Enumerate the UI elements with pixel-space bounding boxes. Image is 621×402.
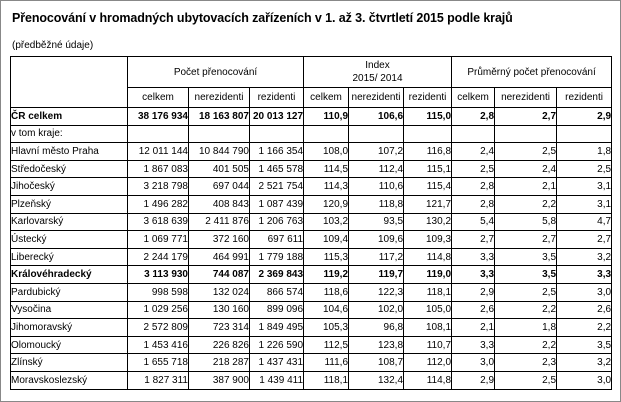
cell-value: 93,5 (349, 213, 404, 231)
cell-value: 1 069 771 (128, 231, 189, 249)
cell-value: 723 314 (189, 319, 250, 337)
cell-value: 112,0 (404, 354, 452, 372)
cell-value: 114,8 (404, 371, 452, 389)
cell-value: 1,8 (557, 143, 612, 161)
cell-value: 109,6 (349, 231, 404, 249)
cell-value: 132,4 (349, 371, 404, 389)
row-label: Pardubický (11, 283, 128, 301)
cell-value: 3,1 (557, 178, 612, 196)
cell-value: 464 991 (189, 248, 250, 266)
cell-value: 2 244 179 (128, 248, 189, 266)
row-label: Karlovarský (11, 213, 128, 231)
column-group-average-nights: Průměrný počet přenocování (452, 57, 612, 88)
cell-value: 112,4 (349, 160, 404, 178)
cell-value: 96,8 (349, 319, 404, 337)
table-row (11, 301, 612, 319)
row-label: Hlavní město Praha (11, 143, 128, 161)
cell-value (250, 125, 304, 143)
cell-value: 119,0 (404, 266, 452, 284)
cell-value: 110,6 (349, 178, 404, 196)
cell-value (404, 125, 452, 143)
cell-value: 118,1 (304, 371, 349, 389)
cell-value: 899 096 (250, 301, 304, 319)
column-header-total-3: celkem (452, 88, 495, 108)
cell-value: 12 011 144 (128, 143, 189, 161)
row-label: Liberecký (11, 248, 128, 266)
cell-value: 1 087 439 (250, 195, 304, 213)
table-row (11, 143, 612, 161)
cell-value: 2,7 (452, 231, 495, 249)
cell-value: 1 849 495 (250, 319, 304, 337)
row-label: Jihočeský (11, 178, 128, 196)
cell-value: 1 206 763 (250, 213, 304, 231)
cell-value: 697 611 (250, 231, 304, 249)
cell-value: 3,3 (557, 266, 612, 284)
page-subtitle: (předběžné údaje) (12, 40, 94, 51)
cell-value: 2,6 (557, 301, 612, 319)
cell-value: 111,6 (304, 354, 349, 372)
cell-value: 2,1 (495, 178, 557, 196)
cell-value: 118,6 (304, 283, 349, 301)
cell-value: 123,8 (349, 336, 404, 354)
cell-value: 2,7 (495, 108, 557, 126)
cell-value: 2,3 (495, 354, 557, 372)
cell-value: 110,9 (304, 108, 349, 126)
cell-value: 401 505 (189, 160, 250, 178)
cell-value: 2,2 (557, 319, 612, 337)
cell-value: 115,0 (404, 108, 452, 126)
page-title: Přenocování v hromadných ubytovacích zařízeních v 1. až 3. čtvrtletí 2015 podle krajů (12, 11, 513, 25)
cell-value: 2,5 (495, 283, 557, 301)
cell-value: 1 867 083 (128, 160, 189, 178)
column-group-total-nights: Počet přenocování (128, 57, 304, 88)
table-row (11, 371, 612, 389)
accommodation-statistics-table (10, 56, 612, 390)
cell-value: 116,8 (404, 143, 452, 161)
cell-value: 226 826 (189, 336, 250, 354)
cell-value: 121,7 (404, 195, 452, 213)
column-header-nonresidents-3: nerezidenti (495, 88, 557, 108)
table-row (11, 108, 612, 126)
cell-value: 2,4 (495, 160, 557, 178)
cell-value: 2,9 (557, 108, 612, 126)
cell-value: 3,3 (452, 336, 495, 354)
cell-value: 1,8 (495, 319, 557, 337)
cell-value: 2 572 809 (128, 319, 189, 337)
cell-value (349, 125, 404, 143)
cell-value: 18 163 807 (189, 108, 250, 126)
cell-value: 5,8 (495, 213, 557, 231)
cell-value: 744 087 (189, 266, 250, 284)
row-label: v tom kraje: (11, 125, 128, 143)
row-label: Královéhradecký (11, 266, 128, 284)
cell-value: 3,2 (557, 354, 612, 372)
cell-value: 2,8 (452, 108, 495, 126)
cell-value: 1 029 256 (128, 301, 189, 319)
table-row (11, 125, 612, 143)
cell-value: 1 439 411 (250, 371, 304, 389)
cell-value (128, 125, 189, 143)
cell-value: 103,2 (304, 213, 349, 231)
cell-value: 1 496 282 (128, 195, 189, 213)
cell-value (189, 125, 250, 143)
cell-value (495, 125, 557, 143)
cell-value: 105,0 (404, 301, 452, 319)
cell-value: 2,2 (495, 301, 557, 319)
cell-value: 3,5 (495, 248, 557, 266)
cell-value: 117,2 (349, 248, 404, 266)
cell-value: 2,9 (452, 371, 495, 389)
cell-value: 2 521 754 (250, 178, 304, 196)
cell-value: 20 013 127 (250, 108, 304, 126)
cell-value: 3 113 930 (128, 266, 189, 284)
cell-value: 2,2 (495, 195, 557, 213)
row-label: Jihomoravský (11, 319, 128, 337)
cell-value: 114,8 (404, 248, 452, 266)
cell-value: 114,5 (304, 160, 349, 178)
cell-value: 3,0 (452, 354, 495, 372)
table-corner-cell (11, 57, 128, 108)
cell-value: 118,8 (349, 195, 404, 213)
cell-value: 109,3 (404, 231, 452, 249)
cell-value: 2,8 (452, 195, 495, 213)
cell-value: 2,5 (495, 371, 557, 389)
cell-value: 108,0 (304, 143, 349, 161)
cell-value: 2,4 (452, 143, 495, 161)
row-label: Olomoucký (11, 336, 128, 354)
cell-value: 866 574 (250, 283, 304, 301)
cell-value: 118,1 (404, 283, 452, 301)
cell-value: 1 779 188 (250, 248, 304, 266)
column-group-index (304, 57, 452, 88)
row-label: Středočeský (11, 160, 128, 178)
row-label: Vysočina (11, 301, 128, 319)
row-label: Ústecký (11, 231, 128, 249)
cell-value: 112,5 (304, 336, 349, 354)
cell-value: 104,6 (304, 301, 349, 319)
table-row (11, 336, 612, 354)
cell-value: 3,5 (495, 266, 557, 284)
table-row (11, 283, 612, 301)
cell-value: 3,2 (557, 248, 612, 266)
table-row (11, 160, 612, 178)
table-row (11, 231, 612, 249)
cell-value: 115,4 (404, 178, 452, 196)
column-header-total-1: celkem (128, 88, 189, 108)
cell-value: 1 453 416 (128, 336, 189, 354)
column-header-total-2: celkem (304, 88, 349, 108)
cell-value: 114,3 (304, 178, 349, 196)
table-body (11, 108, 612, 390)
cell-value: 106,6 (349, 108, 404, 126)
cell-value: 2,5 (557, 160, 612, 178)
cell-value: 115,1 (404, 160, 452, 178)
cell-value: 130,2 (404, 213, 452, 231)
column-group-index-line2: 2015/ 2014 (352, 73, 403, 84)
row-label: Plzeňský (11, 195, 128, 213)
cell-value: 119,7 (349, 266, 404, 284)
cell-value: 10 844 790 (189, 143, 250, 161)
cell-value: 372 160 (189, 231, 250, 249)
cell-value: 2 369 843 (250, 266, 304, 284)
cell-value: 2,9 (452, 283, 495, 301)
cell-value: 3,3 (452, 266, 495, 284)
column-group-index-line1: Index (365, 60, 390, 71)
row-label: ČR celkem (11, 108, 128, 126)
cell-value: 2,8 (452, 178, 495, 196)
cell-value: 108,7 (349, 354, 404, 372)
cell-value: 408 843 (189, 195, 250, 213)
cell-value: 3,1 (557, 195, 612, 213)
cell-value: 122,3 (349, 283, 404, 301)
table-row (11, 178, 612, 196)
column-header-residents-1: rezidenti (250, 88, 304, 108)
column-header-residents-2: rezidenti (404, 88, 452, 108)
cell-value: 2,1 (452, 319, 495, 337)
cell-value: 697 044 (189, 178, 250, 196)
cell-value: 110,7 (404, 336, 452, 354)
cell-value: 2,5 (452, 160, 495, 178)
cell-value: 2,6 (452, 301, 495, 319)
cell-value: 2,5 (495, 143, 557, 161)
column-header-nonresidents-2: nerezidenti (349, 88, 404, 108)
cell-value: 1 465 578 (250, 160, 304, 178)
cell-value: 3,0 (557, 371, 612, 389)
column-header-residents-3: rezidenti (557, 88, 612, 108)
row-label: Zlínský (11, 354, 128, 372)
table-row (11, 266, 612, 284)
table-row (11, 195, 612, 213)
cell-value: 1 226 590 (250, 336, 304, 354)
cell-value: 387 900 (189, 371, 250, 389)
cell-value: 3,5 (557, 336, 612, 354)
cell-value: 218 287 (189, 354, 250, 372)
cell-value: 107,2 (349, 143, 404, 161)
cell-value: 120,9 (304, 195, 349, 213)
table-row (11, 213, 612, 231)
cell-value: 132 024 (189, 283, 250, 301)
cell-value: 4,7 (557, 213, 612, 231)
cell-value: 3,3 (452, 248, 495, 266)
cell-value: 1 655 718 (128, 354, 189, 372)
cell-value: 105,3 (304, 319, 349, 337)
cell-value: 2,7 (557, 231, 612, 249)
cell-value: 102,0 (349, 301, 404, 319)
cell-value: 2 411 876 (189, 213, 250, 231)
cell-value (452, 125, 495, 143)
cell-value: 3 618 639 (128, 213, 189, 231)
cell-value: 5,4 (452, 213, 495, 231)
cell-value: 3,0 (557, 283, 612, 301)
cell-value: 108,1 (404, 319, 452, 337)
table-row (11, 248, 612, 266)
row-label: Moravskoslezský (11, 371, 128, 389)
cell-value: 115,3 (304, 248, 349, 266)
cell-value: 130 160 (189, 301, 250, 319)
cell-value: 1 437 431 (250, 354, 304, 372)
cell-value: 998 598 (128, 283, 189, 301)
cell-value: 1 166 354 (250, 143, 304, 161)
cell-value: 3 218 798 (128, 178, 189, 196)
cell-value: 1 827 311 (128, 371, 189, 389)
cell-value: 2,2 (495, 336, 557, 354)
column-header-nonresidents-1: nerezidenti (189, 88, 250, 108)
cell-value: 119,2 (304, 266, 349, 284)
table-row (11, 319, 612, 337)
cell-value (557, 125, 612, 143)
cell-value (304, 125, 349, 143)
cell-value: 38 176 934 (128, 108, 189, 126)
cell-value: 2,7 (495, 231, 557, 249)
table-row (11, 354, 612, 372)
cell-value: 109,4 (304, 231, 349, 249)
